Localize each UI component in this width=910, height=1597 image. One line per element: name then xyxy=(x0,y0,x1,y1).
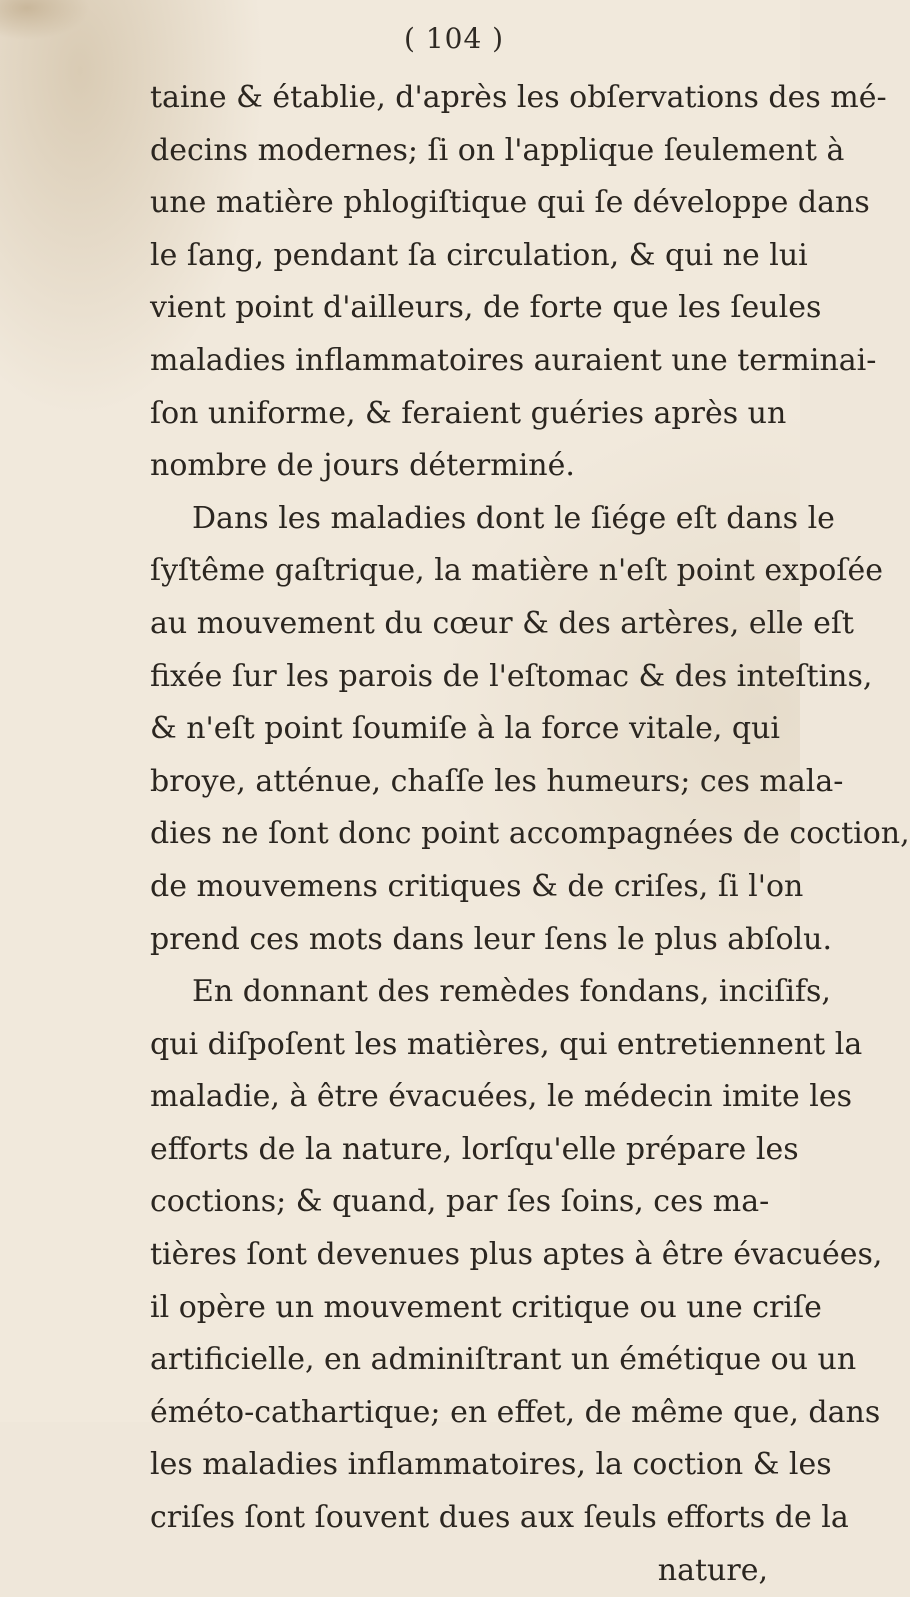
text-line: il opère un mouvement critique ou une criſe xyxy=(150,1289,822,1325)
text-line: prend ces mots dans leur ſens le plus abſolu. xyxy=(150,921,832,957)
body-text xyxy=(150,72,910,1597)
text-line: fixée ſur les parois de l'eſtomac & des inteſtins, xyxy=(150,658,873,694)
text-line: decins modernes; ſi on l'applique ſeulement à xyxy=(150,132,845,168)
paragraph-start-line: En donnant des remèdes fondans, inciſifs, xyxy=(192,974,831,1010)
text-line: ſyſtême gaſtrique, la matière n'eſt point expoſée xyxy=(150,553,883,589)
text-line: maladies inflammatoires auraient une terminai- xyxy=(150,342,877,378)
text-line: éméto-cathartique; en effet, de même que, dans xyxy=(150,1394,881,1430)
paragraph-start-line: Dans les maladies dont le ſiége eſt dans le xyxy=(192,500,835,536)
text-line: artificielle, en adminiſtrant un émétique ou un xyxy=(150,1342,857,1378)
text-line: criſes ſont ſouvent dues aux ſeuls efforts de la xyxy=(150,1500,849,1536)
text-line: & n'eſt point ſoumiſe à la force vitale, qui xyxy=(150,711,781,747)
text-line: taine & établie, d'après les obſervations des mé- xyxy=(150,80,887,115)
text-line: efforts de la nature, lorſqu'elle prépare les xyxy=(150,1131,799,1167)
text-line: dies ne ſont donc point accompagnées de coction, xyxy=(150,816,910,852)
text-line: une matière phlogiſtique qui ſe développe dans xyxy=(150,185,870,221)
page-number: ( 104 ) xyxy=(404,22,505,55)
text-line: broye, atténue, chaſſe les humeurs; ces mala- xyxy=(150,763,844,799)
text-line: nombre de jours déterminé. xyxy=(150,448,575,484)
text-line: vient point d'ailleurs, de forte que les ſeules xyxy=(150,290,822,326)
text-line: les maladies inflammatoires, la coction & les xyxy=(150,1447,832,1483)
text-line: au mouvement du cœur & des artères, elle eſt xyxy=(150,605,854,641)
text-line: le ſang, pendant ſa circulation, & qui ne lui xyxy=(150,237,808,273)
text-line: tières ſont devenues plus aptes à être évacuées, xyxy=(150,1237,883,1273)
text-line: qui diſpoſent les matières, qui entretiennent la xyxy=(150,1026,863,1062)
catchword: nature, xyxy=(657,1552,768,1588)
paper-stain xyxy=(0,0,90,40)
text-line: ſon uniforme, & feraient guéries après un xyxy=(150,395,787,431)
text-line: maladie, à être évacuées, le médecin imite les xyxy=(150,1079,853,1115)
text-line: de mouvemens critiques & de criſes, ſi l'on xyxy=(150,868,804,904)
text-line: coctions; & quand, par ſes ſoins, ces ma- xyxy=(150,1184,770,1220)
